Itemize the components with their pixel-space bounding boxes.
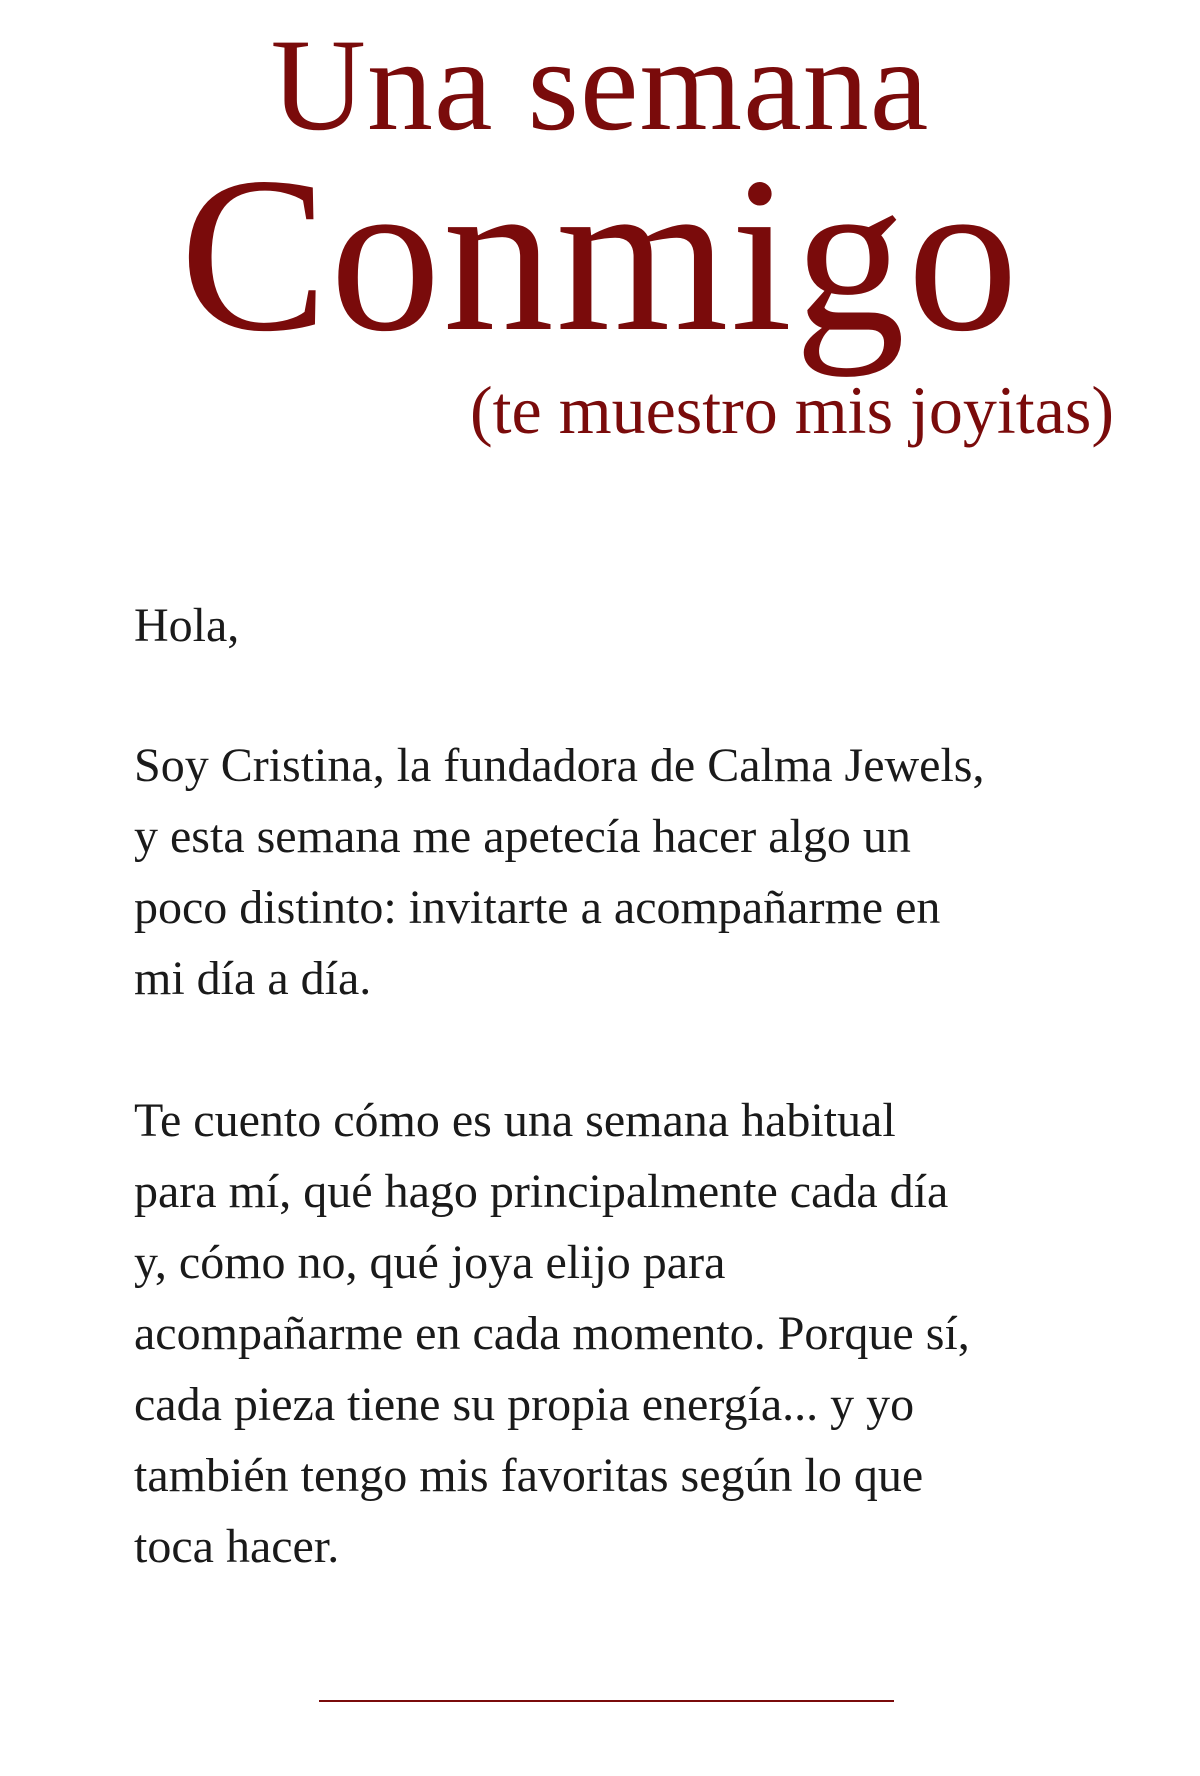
paragraph-week: [134, 1085, 1114, 1582]
paragraph-line: cada pieza tiene su propia energía... y yo: [134, 1378, 915, 1431]
paragraph-intro: [134, 730, 1114, 1014]
paragraph-line: acompañarme en cada momento. Porque sí,: [134, 1307, 970, 1360]
paragraph-line: y, cómo no, qué joya elijo para: [134, 1236, 726, 1289]
paragraph-line: Soy Cristina, la fundadora de Calma Jewels,: [134, 739, 985, 792]
paragraph-line: poco distinto: invitarte a acompañarme en: [134, 881, 941, 934]
paragraph-line: Te cuento cómo es una semana habitual: [134, 1094, 896, 1147]
paragraph-line: toca hacer.: [134, 1520, 340, 1573]
paragraph-line: para mí, qué hago principalmente cada día: [134, 1165, 949, 1218]
greeting: Hola,: [134, 599, 240, 652]
title-line-conmigo: Conmigo: [179, 132, 1021, 378]
paragraph-line: y esta semana me apetecía hacer algo un: [134, 810, 911, 863]
paragraph-line: también tengo mis favoritas según lo que: [134, 1449, 924, 1502]
divider: [319, 1700, 894, 1702]
subtitle: (te muestro mis joyitas): [469, 372, 1114, 448]
title-line-una-semana: Una semana: [270, 11, 930, 158]
paragraph-line: mi día a día.: [134, 952, 372, 1005]
